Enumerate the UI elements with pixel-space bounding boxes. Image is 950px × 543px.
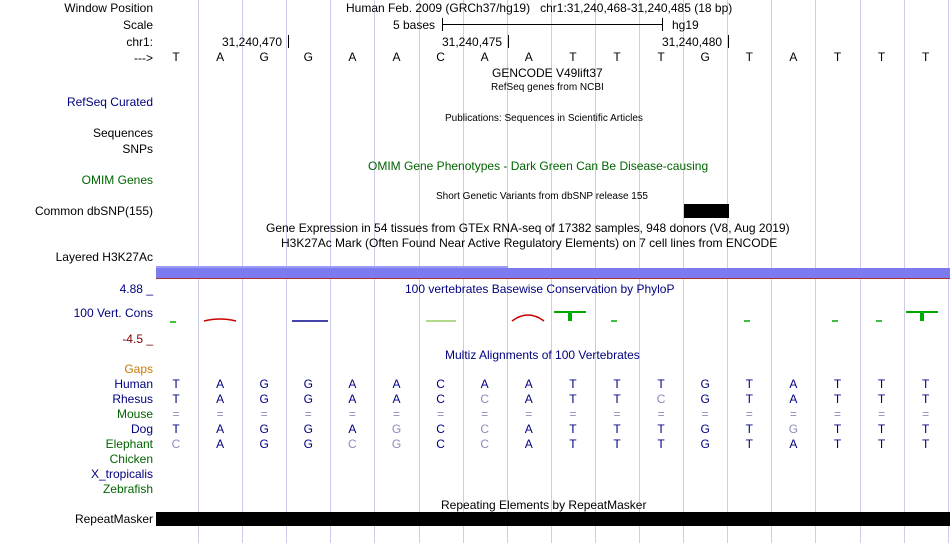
coordinate-1-tick <box>288 35 289 48</box>
phylop-negative-curve-2 <box>512 315 544 321</box>
aligned-base: G <box>259 437 269 451</box>
aligned-base: = <box>745 407 753 421</box>
aligned-base: T <box>613 392 621 406</box>
aligned-base: C <box>436 437 445 451</box>
aligned-base: T <box>172 377 180 391</box>
aligned-base: = <box>878 407 886 421</box>
aligned-base: T <box>613 437 621 451</box>
aligned-base: C <box>480 437 490 451</box>
aligned-base: T <box>613 422 621 436</box>
species-label-human[interactable]: Human <box>114 377 153 391</box>
gencode-track-title[interactable]: GENCODE V49lift37 <box>492 66 603 80</box>
species-label-zebrafish[interactable]: Zebrafish <box>102 482 153 496</box>
sequences-label[interactable]: Sequences <box>92 126 153 140</box>
aligned-base: A <box>348 377 357 391</box>
aligned-base: A <box>348 422 357 436</box>
species-label-chicken[interactable]: Chicken <box>109 452 153 466</box>
aligned-base: A <box>480 377 489 391</box>
aligned-base: G <box>788 422 799 436</box>
aligned-base: T <box>922 422 930 436</box>
aligned-base: T <box>172 392 180 406</box>
scale-bar-left-tick <box>442 18 443 31</box>
strand-label: ---> <box>134 51 153 65</box>
aligned-base: T <box>877 422 886 436</box>
reference-base: T <box>877 50 886 64</box>
aligned-base: C <box>656 392 666 406</box>
h3k27ac-signal-top <box>156 266 508 268</box>
aligned-base: A <box>524 377 533 391</box>
publications-track-title[interactable]: Publications: Sequences in Scientific Articles <box>445 113 643 124</box>
aligned-base: T <box>745 422 753 436</box>
species-label-dog[interactable]: Dog <box>130 422 153 436</box>
multiz-track-title[interactable]: Multiz Alignments of 100 Vertebrates <box>445 348 640 362</box>
reference-base: A <box>480 50 489 64</box>
aligned-base: = <box>922 407 930 421</box>
aligned-base: G <box>303 377 313 391</box>
aligned-base: G <box>700 377 710 391</box>
layered-h3k27ac-label[interactable]: Layered H3K27Ac <box>55 250 153 264</box>
aligned-base: C <box>480 392 490 406</box>
reference-base: A <box>524 50 533 64</box>
conservation-min-label: -4.5 _ <box>122 332 153 346</box>
aligned-base: A <box>216 422 225 436</box>
aligned-base: G <box>391 422 402 436</box>
aligned-base: G <box>700 422 710 436</box>
aligned-base: A <box>524 437 533 451</box>
aligned-base: = <box>833 407 841 421</box>
aligned-base: T <box>922 377 930 391</box>
aligned-base: G <box>303 392 313 406</box>
snps-label[interactable]: SNPs <box>122 142 153 156</box>
aligned-base: = <box>613 407 621 421</box>
aligned-base: T <box>569 422 577 436</box>
aligned-base: A <box>789 377 798 391</box>
dbsnp-variant-feature[interactable] <box>684 204 729 218</box>
aligned-base: T <box>172 422 180 436</box>
species-label-rhesus[interactable]: Rhesus <box>112 392 153 406</box>
reference-base: G <box>303 50 313 64</box>
aligned-base: = <box>657 407 665 421</box>
aligned-base: = <box>569 407 577 421</box>
reference-base: T <box>922 50 930 64</box>
aligned-base: = <box>525 407 533 421</box>
h3k27ac-signal-bar <box>156 268 950 278</box>
species-label-elephant[interactable]: Elephant <box>105 437 153 451</box>
phylop-conservation-plot <box>156 300 950 330</box>
aligned-base: G <box>303 422 313 436</box>
aligned-base: G <box>391 437 402 451</box>
aligned-base: = <box>172 407 180 421</box>
aligned-base: G <box>259 392 269 406</box>
chrom-label: chr1: <box>126 35 153 49</box>
conservation-track-title[interactable]: 100 vertebrates Basewise Conservation by PhyloP <box>405 282 675 296</box>
reference-base: T <box>569 50 577 64</box>
aligned-base: T <box>922 437 930 451</box>
repeatmasker-track-title[interactable]: Repeating Elements by RepeatMasker <box>441 498 647 512</box>
aligned-base: G <box>259 422 269 436</box>
aligned-base: T <box>745 377 753 391</box>
aligned-base: = <box>701 407 709 421</box>
aligned-base: T <box>877 377 886 391</box>
refseq-curated-label[interactable]: RefSeq Curated <box>66 95 153 109</box>
reference-base: T <box>833 50 842 64</box>
h3k27ac-baseline <box>156 278 950 279</box>
reference-base: A <box>216 50 225 64</box>
reference-base: A <box>348 50 357 64</box>
aligned-base: T <box>657 422 665 436</box>
aligned-base: C <box>436 392 445 406</box>
conservation-max-label: 4.88 _ <box>119 282 153 296</box>
coordinate-3: 31,240,480 <box>662 35 723 49</box>
window-position-label: Window Position <box>64 1 153 15</box>
aligned-base: T <box>922 392 930 406</box>
assembly-label: hg19 <box>672 18 699 32</box>
aligned-base: T <box>569 437 577 451</box>
species-label-mouse[interactable]: Mouse <box>116 407 153 421</box>
aligned-base: = <box>392 407 400 421</box>
aligned-base: = <box>481 407 489 421</box>
aligned-base: G <box>700 392 710 406</box>
aligned-base: = <box>216 407 224 421</box>
aligned-base: = <box>348 407 356 421</box>
coordinate-1: 31,240,470 <box>222 35 283 49</box>
aligned-base: T <box>833 392 842 406</box>
common-dbsnp-label[interactable]: Common dbSNP(155) <box>34 204 153 218</box>
aligned-base: A <box>216 437 225 451</box>
aligned-base: G <box>700 437 710 451</box>
aligned-base: = <box>260 407 268 421</box>
aligned-base: T <box>657 377 665 391</box>
aligned-base: = <box>789 407 797 421</box>
aligned-base: A <box>524 392 533 406</box>
aligned-base: A <box>392 392 401 406</box>
gaps-label: Gaps <box>124 362 153 376</box>
aligned-base: C <box>436 377 445 391</box>
reference-base: T <box>745 50 753 64</box>
omim-genes-label[interactable]: OMIM Genes <box>81 173 153 187</box>
reference-base: T <box>172 50 180 64</box>
reference-base: T <box>613 50 621 64</box>
scale-text: 5 bases <box>393 18 436 32</box>
aligned-base: G <box>259 377 269 391</box>
aligned-base: A <box>789 437 798 451</box>
scale-label: Scale <box>122 18 153 32</box>
aligned-base: = <box>304 407 312 421</box>
coordinate-3-tick <box>728 35 729 48</box>
aligned-base: T <box>833 377 842 391</box>
coordinate-2: 31,240,475 <box>442 35 503 49</box>
species-label-x_tropicalis[interactable]: X_tropicalis <box>90 467 153 481</box>
dbsnp-track-title[interactable]: Short Genetic Variants from dbSNP release 155 <box>436 191 648 202</box>
100-vert-cons-label[interactable]: 100 Vert. Cons <box>73 306 153 320</box>
repeatmasker-label[interactable]: RepeatMasker <box>74 512 153 526</box>
aligned-base: C <box>348 437 357 451</box>
aligned-base: T <box>657 437 665 451</box>
aligned-base: T <box>833 422 842 436</box>
reference-base: G <box>700 50 710 64</box>
reference-base: T <box>657 50 665 64</box>
aligned-base: T <box>613 377 621 391</box>
window-position-text: Human Feb. 2009 (GRCh37/hg19) chr1:31,240,468-31,240,485 (18 bp) <box>346 1 733 15</box>
aligned-base: T <box>569 392 577 406</box>
aligned-base: A <box>216 377 225 391</box>
reference-base: A <box>789 50 798 64</box>
aligned-base: A <box>392 377 401 391</box>
reference-base: C <box>436 50 445 64</box>
aligned-base: T <box>877 392 886 406</box>
aligned-base: T <box>745 437 753 451</box>
aligned-base: C <box>171 437 181 451</box>
h3k27ac-track-title[interactable]: H3K27Ac Mark (Often Found Near Active Regulatory Elements) on 7 cell lines from ENCODE <box>281 236 778 250</box>
aligned-base: A <box>789 392 798 406</box>
aligned-base: T <box>833 437 842 451</box>
aligned-base: A <box>524 422 533 436</box>
reference-base: G <box>259 50 269 64</box>
phylop-negative-curve-1 <box>204 319 236 321</box>
coordinate-2-tick <box>508 35 509 48</box>
gtex-track-title[interactable]: Gene Expression in 54 tissues from GTEx RNA-seq of 17382 samples, 948 donors (V8, Aug 2019) <box>266 221 790 235</box>
aligned-base: A <box>216 392 225 406</box>
omim-track-title[interactable]: OMIM Gene Phenotypes - Dark Green Can Be Disease-causing <box>368 159 709 173</box>
scale-bar <box>442 24 662 25</box>
aligned-base: C <box>480 422 490 436</box>
aligned-base: A <box>348 392 357 406</box>
aligned-base: = <box>437 407 445 421</box>
aligned-base: T <box>745 392 753 406</box>
scale-bar-right-tick <box>662 18 663 31</box>
repeatmasker-element[interactable] <box>156 512 950 526</box>
aligned-base: T <box>877 437 886 451</box>
aligned-base: T <box>569 377 577 391</box>
aligned-base: C <box>436 422 445 436</box>
aligned-base: G <box>303 437 313 451</box>
refseq-track-subtitle[interactable]: RefSeq genes from NCBI <box>491 82 604 93</box>
reference-base: A <box>392 50 401 64</box>
